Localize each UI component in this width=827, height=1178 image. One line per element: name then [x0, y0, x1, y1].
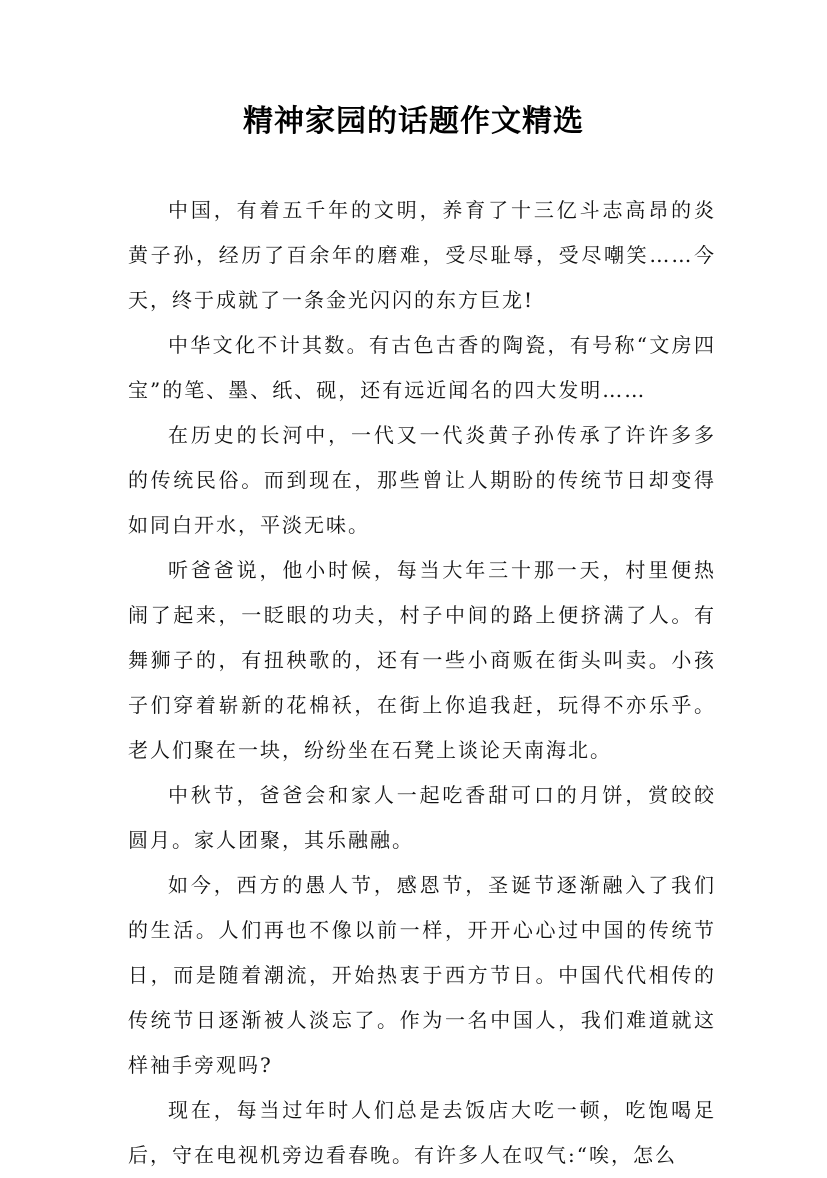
- paragraph: 中华文化不计其数。有古色古香的陶瓷，有号称“文房四宝”的笔、墨、纸、砚，还有远近闻名的四大发明……: [128, 333, 716, 402]
- paragraph: 中秋节，爸爸会和家人一起吃香甜可口的月饼，赏皎皎圆月。家人团聚，其乐融融。: [128, 783, 716, 852]
- document-body: [128, 188, 716, 1178]
- document-title: 精神家园的话题作文精选: [243, 104, 584, 139]
- paragraph: 中国，有着五千年的文明，养育了十三亿斗志高昂的炎黄子孙，经历了百余年的磨难，受尽耻辱，受尽嘲笑……今天，终于成就了一条金光闪闪的东方巨龙!: [128, 198, 716, 312]
- paragraph: 听爸爸说，他小时候，每当大年三十那一天，村里便热闹了起来，一眨眼的功夫，村子中间的路上便挤满了人。有舞狮子的，有扭秧歌的，还有一些小商贩在街头叫卖。小孩子们穿着崭新的花棉袄，在街上你追我赶，玩得不亦乐乎。老人们聚在一块，纷纷坐在石凳上谈论天南海北。: [128, 558, 716, 762]
- paragraph: 在历史的长河中，一代又一代炎黄子孙传承了许许多多的传统民俗。而到现在，那些曾让人期盼的传统节日却变得如同白开水，平淡无味。: [128, 423, 716, 537]
- paragraph: 如今，西方的愚人节，感恩节，圣诞节逐渐融入了我们的生活。人们再也不像以前一样，开开心心过中国的传统节日，而是随着潮流，开始热衷于西方节日。中国代代相传的传统节日逐渐被人淡忘了。作为一名中国人，我们难道就这样袖手旁观吗?: [128, 873, 716, 1077]
- paragraph: 现在，每当过年时人们总是去饭店大吃一顿，吃饱喝足后，守在电视机旁边看春晚。有许多人在叹气:“唉，怎么: [128, 1098, 716, 1167]
